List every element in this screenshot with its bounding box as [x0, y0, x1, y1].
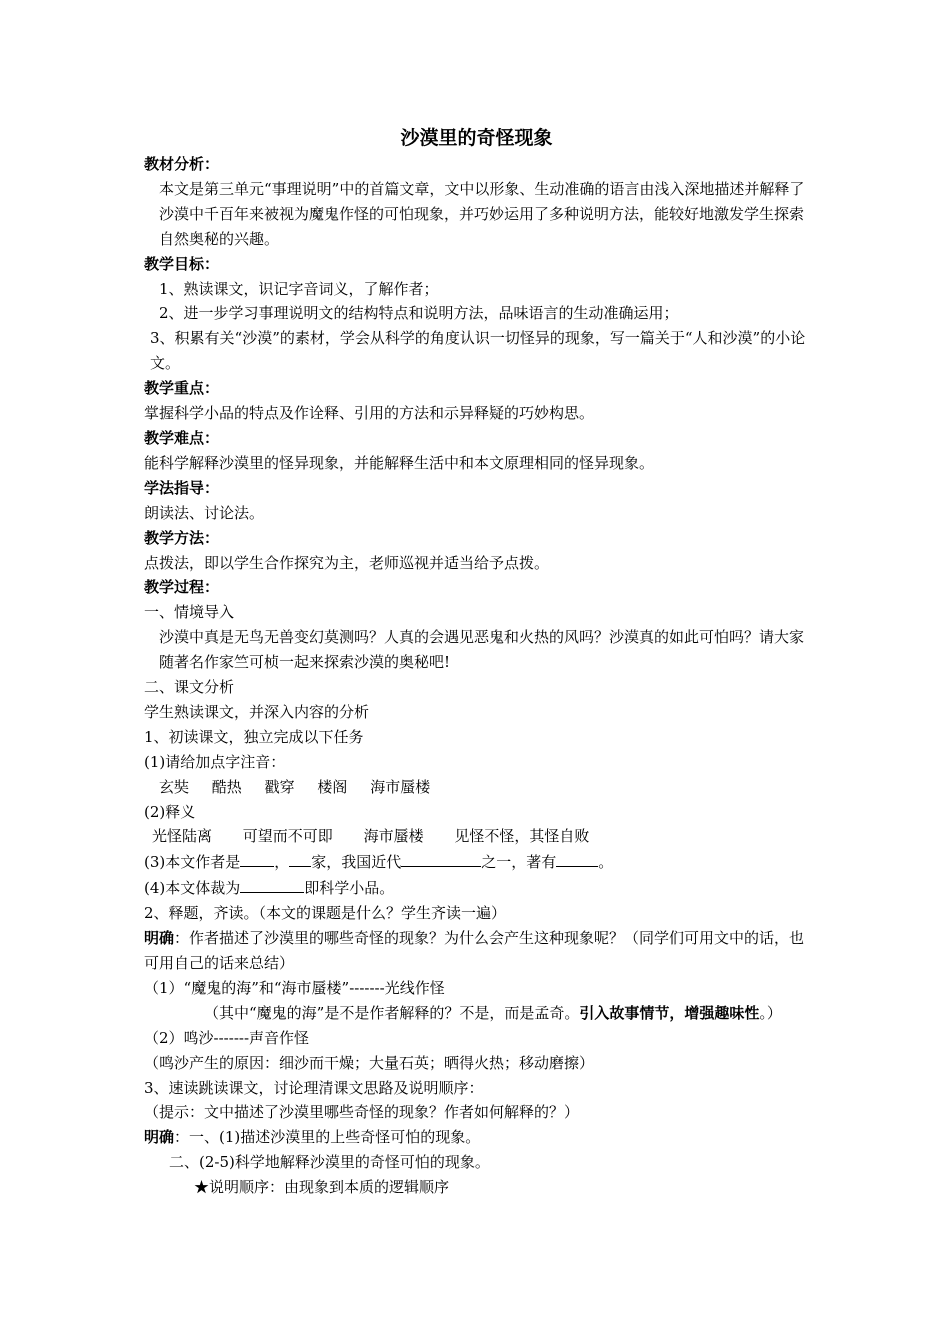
clarify-1 [144, 926, 809, 976]
material-analysis-text: 本文是第三单元“事理说明”中的首篇文章，文中以形象、生动准确的语言由浅入深地描述并解释了沙漠中千百年来被视为魔鬼作怪的可怕现象，并巧妙运用了多种说明方法，能较好地激发学生探索自然奥秘的兴趣。 [159, 179, 805, 248]
step-2: 2、释题，齐读。（本文的课题是什么？学生齐读一遍） [144, 904, 507, 923]
clarify-2 [144, 1125, 809, 1150]
process-part1-text: 沙漠中真是无鸟无兽变幻莫测吗？人真的会遇见恶鬼和火热的风吗？沙漠真的如此可怕吗？请大家随著名作家竺可桢一起来探索沙漠的奥秘吧! [159, 628, 805, 672]
page-title: 沙漠里的奇怪现象 [400, 127, 553, 149]
question-4-text: (4)本文体裁为 [144, 879, 241, 898]
document-body [144, 124, 809, 1200]
heading-material-analysis: 教材分析： [144, 155, 220, 173]
step-3: 3、速读跳读课文，讨论理清课文思路及说明顺序： [144, 1078, 484, 1097]
process-part1-heading: 一、情境导入 [144, 603, 235, 622]
word: 见怪不怪，其怪自败 [454, 827, 590, 846]
process-part2-line: 学生熟读课文，并深入内容的分析 [144, 702, 370, 721]
question-3-text: (3)本文作者是 [144, 853, 241, 872]
question-4-text: 即科学小品。 [304, 879, 395, 898]
key-points-text: 掌握科学小品的特点及作诠释、引用的方法和示异释疑的巧妙构思。 [144, 404, 595, 423]
objective-item: 2、进一步学习事理说明文的结构特点和说明方法，品味语言的生动准确运用； [159, 304, 679, 323]
clarify-2-line: ★说明顺序：由现象到本质的逻辑顺序 [194, 1178, 450, 1197]
clarify-text: ：作者描述了沙漠里的哪些奇怪的现象？为什么会产生这种现象呢？（同学们可用文中的话，也可用自己的话来总结） [144, 929, 805, 972]
word: 戳穿 [264, 777, 295, 796]
word: 光怪陆离 [152, 827, 213, 846]
heading-study-method: 学法指导： [144, 478, 220, 497]
word: 酷热 [211, 777, 242, 796]
question-4 [144, 875, 809, 901]
note-text: 。） [759, 1003, 782, 1022]
word: 海市蜃楼 [363, 827, 424, 846]
question-1-words [144, 775, 809, 800]
heading-teaching-method: 教学方法： [144, 528, 220, 547]
clarify-item-2: （2）鸣沙-------声音作怪 [144, 1028, 310, 1047]
heading-process: 教学过程： [144, 578, 220, 597]
heading-key-points: 教学重点： [144, 379, 220, 398]
blank [240, 849, 274, 867]
question-3 [144, 849, 809, 875]
note-text: （其中“魔鬼的海”是不是作者解释的？不是，而是孟奇。 [204, 1003, 580, 1022]
heading-objectives: 教学目标： [144, 254, 220, 273]
blank [401, 849, 481, 867]
clarify-label: 明确 [144, 929, 175, 948]
step-3-hint: （提示：文中描述了沙漠里哪些奇怪的现象？作者如何解释的？） [144, 1103, 580, 1122]
note-emphasis: 引入故事情节，增强趣味性 [579, 1003, 760, 1022]
blank [289, 849, 311, 867]
clarify-label: 明确 [144, 1128, 175, 1147]
process-part2-line: 1、初读课文，独立完成以下任务 [144, 727, 364, 746]
blank [240, 875, 304, 893]
clarify-item-2-note: （鸣沙产生的原因：细沙而干燥；大量石英；晒得火热；移动磨擦） [144, 1053, 595, 1072]
process-part2-heading: 二、课文分析 [144, 678, 235, 697]
clarify-text: ：一、(1)描述沙漠里的上些奇怪可怕的现象。 [174, 1128, 481, 1147]
question-1-heading: (1)请给加点字注音： [144, 752, 286, 771]
word: 可望而不可即 [242, 827, 333, 846]
word: 楼阁 [317, 777, 348, 796]
question-3-text: 。 [598, 853, 614, 872]
teaching-method-text: 点拨法，即以学生合作探究为主，老师巡视并适当给予点拨。 [144, 553, 550, 572]
clarify-item-1-note [144, 1001, 809, 1026]
word: 玄奘 [159, 777, 190, 796]
study-method-text: 朗读法、讨论法。 [144, 503, 265, 522]
question-2-words [144, 824, 809, 849]
clarify-item-1: （1）“魔鬼的海”和“海市蜃楼”-------光线作怪 [144, 978, 445, 997]
objective-item: 1、熟读课文，识记字音词义，了解作者； [159, 279, 439, 298]
difficulties-text: 能科学解释沙漠里的怪异现象，并能解释生活中和本文原理相同的怪异现象。 [144, 453, 655, 472]
blank [556, 849, 598, 867]
question-3-text: 家，我国近代 [311, 853, 402, 872]
objective-item: 3、积累有关“沙漠”的素材，学会从科学的角度认识一切怪异的现象，写一篇关于“人和沙漠”的小论文。 [150, 329, 806, 373]
word: 海市蜃楼 [370, 777, 431, 796]
clarify-2-line: 二、(2-5)科学地解释沙漠里的奇怪可怕的现象。 [169, 1153, 490, 1172]
question-2-heading: (2)释义 [144, 802, 196, 821]
question-3-text: 之一，著有 [481, 853, 557, 872]
question-3-text: ， [274, 853, 290, 872]
heading-difficulties: 教学难点： [144, 428, 220, 447]
